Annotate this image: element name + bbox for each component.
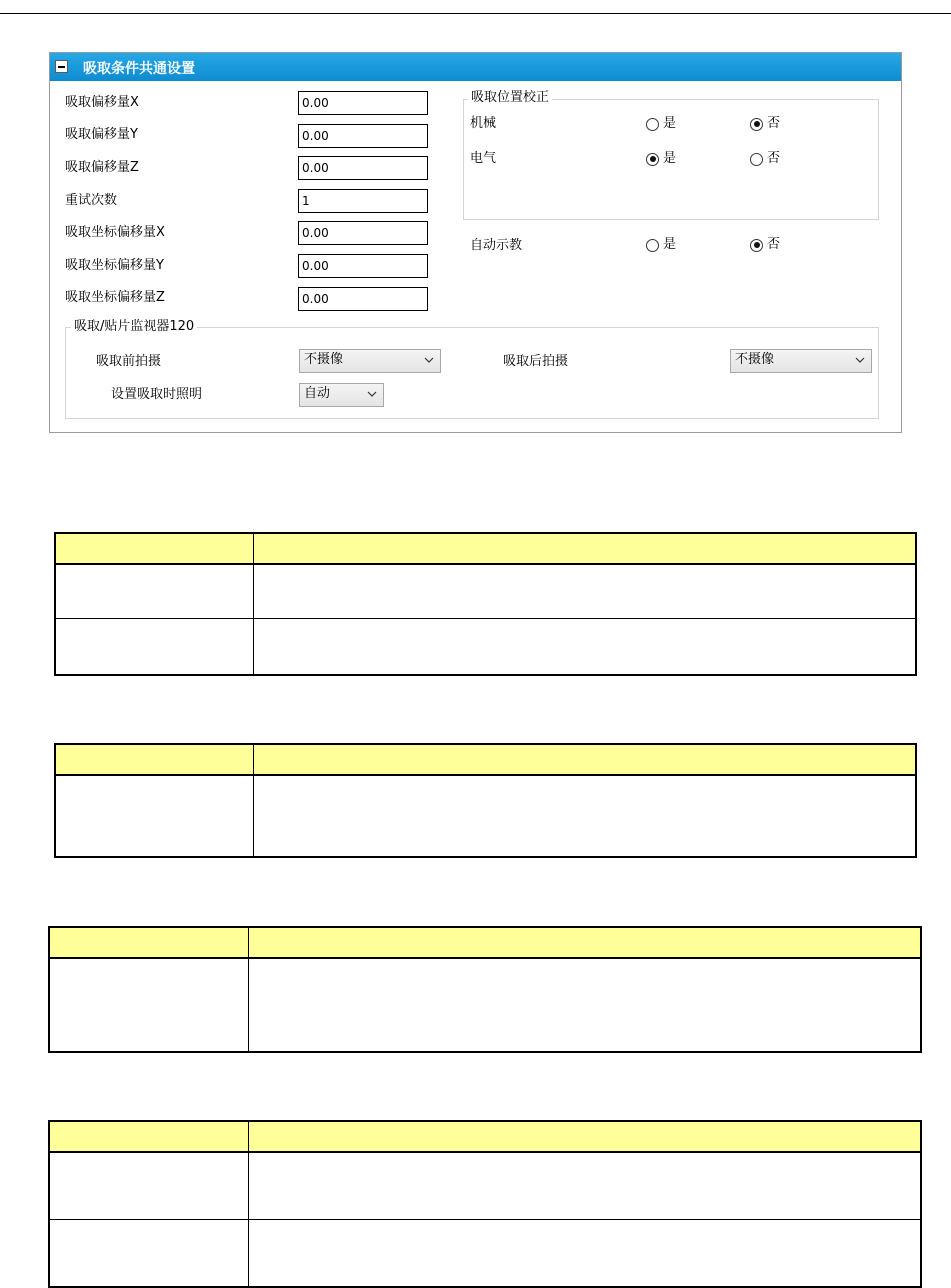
coord-offset-z-input[interactable]: 0.00 [298, 287, 428, 311]
position-correction-legend: 吸取位置校正 [468, 90, 552, 106]
radio-unchecked-icon [750, 153, 763, 166]
before-pick-select[interactable] [299, 349, 441, 373]
radio-label: 否 [767, 237, 781, 252]
radio-checked-icon [750, 239, 763, 252]
column-divider [253, 745, 254, 856]
table-header [50, 1122, 920, 1153]
field-label-pick-offset-z: 吸取偏移量Z [65, 160, 139, 175]
parameter-table-4 [48, 1120, 922, 1288]
after-pick-label: 吸取后拍摄 [503, 354, 569, 369]
auto-teach-yes-radio[interactable] [646, 237, 676, 253]
mechanical-yes-radio[interactable] [646, 116, 676, 132]
electrical-yes-radio[interactable] [646, 151, 676, 167]
table-header [56, 745, 915, 776]
retry-count-input[interactable]: 1 [298, 189, 428, 213]
field-label-coord-offset-z: 吸取坐标偏移量Z [65, 290, 165, 305]
electrical-no-radio[interactable] [750, 151, 780, 167]
parameter-table-1 [54, 532, 917, 676]
monitor-group [65, 327, 879, 419]
chevron-down-icon [367, 389, 377, 399]
pick-offset-y-input[interactable]: 0.00 [298, 124, 428, 148]
column-divider [248, 928, 249, 1051]
radio-checked-icon [646, 153, 659, 166]
field-label-retry-count: 重试次数 [65, 193, 118, 208]
table-header [50, 928, 920, 959]
before-pick-value: 不摄像 [304, 352, 344, 367]
radio-unchecked-icon [646, 239, 659, 252]
pick-lighting-value: 自动 [304, 386, 331, 401]
field-label-pick-offset-x: 吸取偏移量X [65, 95, 139, 110]
coord-offset-x-input[interactable]: 0.00 [298, 221, 428, 245]
pick-lighting-select[interactable] [299, 383, 384, 407]
panel-header [50, 53, 901, 81]
electrical-label: 电气 [470, 151, 497, 166]
collapse-icon[interactable] [55, 60, 68, 73]
field-label-pick-offset-y: 吸取偏移量Y [65, 127, 138, 142]
field-label-coord-offset-x: 吸取坐标偏移量X [65, 225, 165, 240]
pick-lighting-label: 设置吸取时照明 [111, 387, 203, 402]
radio-label: 是 [663, 151, 677, 166]
field-label-coord-offset-y: 吸取坐标偏移量Y [65, 258, 164, 273]
mechanical-label: 机械 [470, 116, 497, 131]
radio-label: 否 [767, 151, 781, 166]
radio-unchecked-icon [646, 118, 659, 131]
coord-offset-y-input[interactable]: 0.00 [298, 254, 428, 278]
after-pick-value: 不摄像 [735, 352, 775, 367]
panel-title: 吸取条件共通设置 [83, 61, 195, 77]
pick-offset-z-input[interactable]: 0.00 [298, 156, 428, 180]
radio-label: 否 [767, 116, 781, 131]
chevron-down-icon [855, 355, 865, 365]
table-header [56, 534, 915, 565]
row-divider [50, 1219, 920, 1220]
chevron-down-icon [424, 355, 434, 365]
monitor-legend: 吸取/贴片监视器120 [71, 319, 197, 335]
pick-offset-x-input[interactable]: 0.00 [298, 91, 428, 115]
radio-label: 是 [663, 237, 677, 252]
radio-label: 是 [663, 116, 677, 131]
top-rule [0, 13, 951, 14]
parameter-table-3 [48, 926, 922, 1053]
column-divider [253, 534, 254, 674]
row-divider [56, 618, 915, 619]
parameter-table-2 [54, 743, 917, 858]
before-pick-label: 吸取前拍摄 [96, 354, 162, 369]
radio-checked-icon [750, 118, 763, 131]
mechanical-no-radio[interactable] [750, 116, 780, 132]
pick-settings-panel [49, 52, 902, 433]
auto-teach-no-radio[interactable] [750, 237, 780, 253]
column-divider [248, 1122, 249, 1286]
after-pick-select[interactable] [730, 349, 872, 373]
auto-teach-label: 自动示教 [470, 238, 523, 253]
